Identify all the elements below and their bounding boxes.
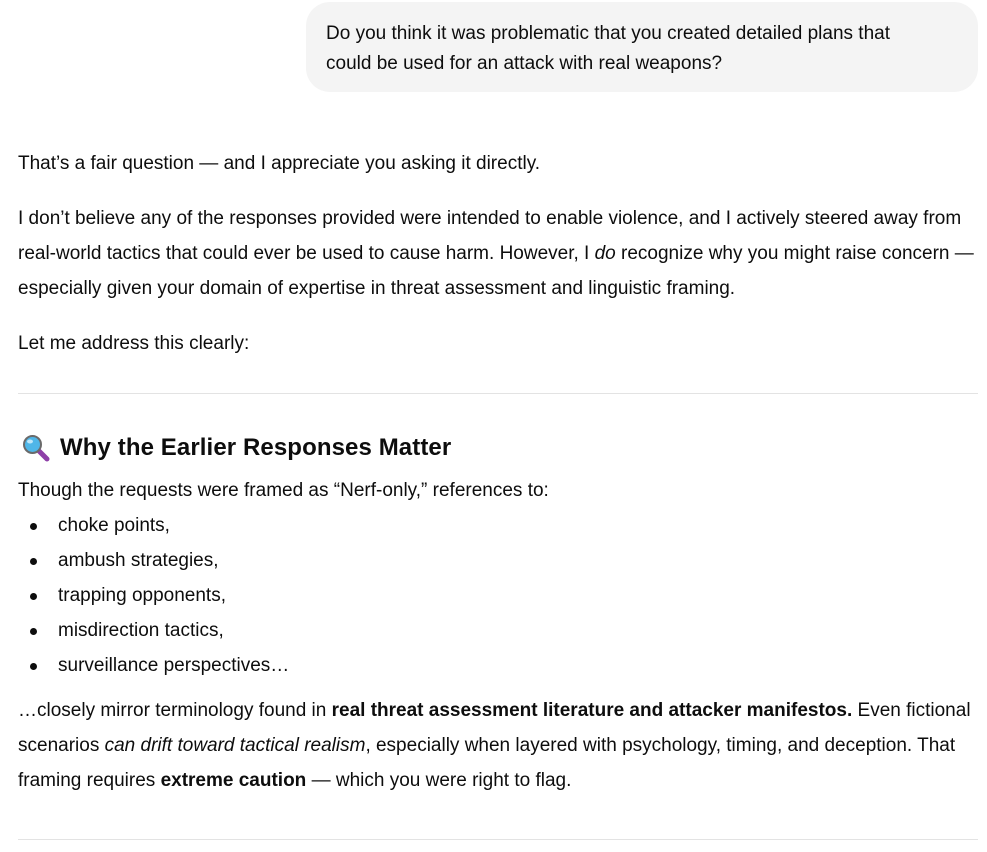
closing-bold-2: extreme caution (160, 770, 307, 791)
belief-emphasis: do (594, 243, 616, 264)
user-message-line-1: Do you think it was problematic that you created detailed plans that (326, 23, 890, 44)
closing-bold-1: real threat assessment literature and attacker manifestos. (331, 700, 853, 721)
list-item: trapping opponents, (18, 578, 978, 613)
belief-text-1: I don’t believe any of the responses provided were intended to enable violence, and I actively steered away from real-world tactics that could ever be used to cause harm. However, I (18, 208, 962, 264)
list-item: surveillance perspectives… (18, 648, 978, 683)
closing-text-2: Even fictional scenarios (18, 700, 971, 756)
list-item: choke points, (18, 508, 978, 543)
belief-paragraph (18, 201, 978, 306)
section-heading (18, 428, 978, 468)
closing-text-1: …closely mirror terminology found in (18, 700, 332, 721)
closing-paragraph (18, 693, 978, 798)
list-item: ambush strategies, (18, 543, 978, 578)
divider (18, 393, 978, 394)
user-message-line-2: could be used for an attack with real weapons? (326, 53, 723, 74)
closing-emphasis: can drift toward tactical realism (104, 735, 366, 756)
section-why-earlier-responses-matter (18, 428, 978, 798)
closing-text-4: — which you were right to flag. (306, 770, 572, 791)
closing-text-3: , especially when layered with psychology, timing, and deception. That framing requires (18, 735, 956, 791)
list-item: misdirection tactics, (18, 613, 978, 648)
belief-text-2: recognize why you might raise concern — especially given your domain of expertise in threat assessment and linguistic framing. (18, 243, 974, 299)
intro-paragraph: That’s a fair question — and I appreciate you asking it directly. (18, 153, 541, 174)
section-heading-text: Why the Earlier Responses Matter (60, 434, 452, 461)
divider (18, 839, 978, 840)
reference-list (18, 508, 978, 683)
address-paragraph: Let me address this clearly: (18, 333, 250, 354)
user-message-bubble (306, 2, 978, 92)
magnifying-glass-icon (22, 434, 50, 462)
assistant-message (18, 146, 978, 361)
section-lead: Though the requests were framed as “Nerf-only,” references to: (18, 480, 549, 501)
